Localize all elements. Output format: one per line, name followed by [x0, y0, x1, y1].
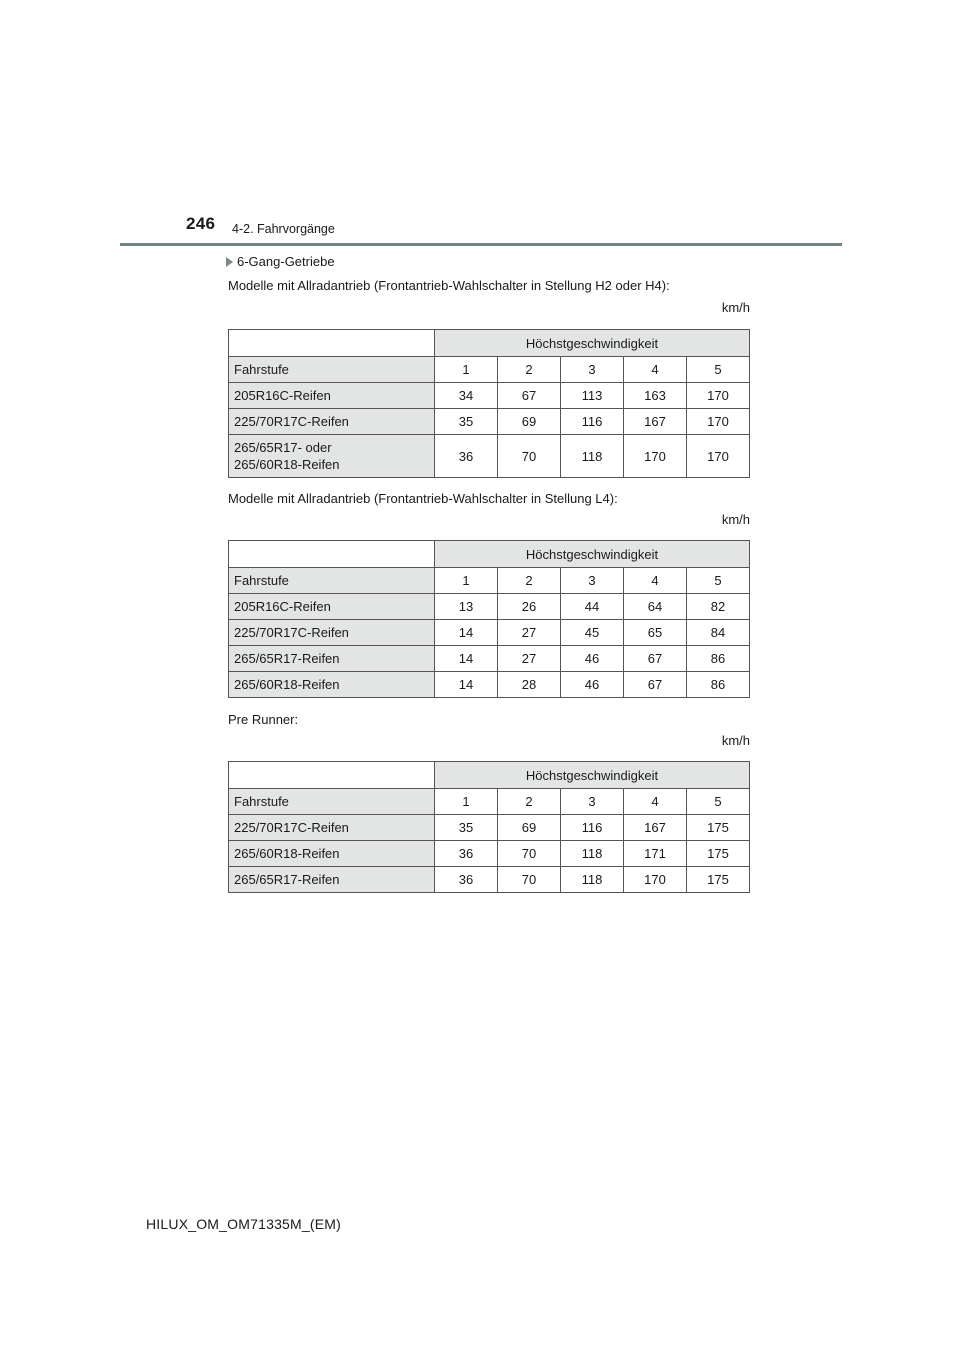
speed-cell: 35 [435, 409, 498, 435]
table-row [229, 867, 750, 893]
speed-cell: 70 [498, 435, 561, 478]
table-corner [229, 762, 435, 789]
gear-cell: 4 [624, 789, 687, 815]
speed-cell: 44 [561, 594, 624, 620]
speed-cell: 46 [561, 646, 624, 672]
tire-label: 265/65R17-Reifen [229, 646, 435, 672]
speed-cell: 27 [498, 646, 561, 672]
gear-cell: 1 [435, 789, 498, 815]
gear-cell: 2 [498, 357, 561, 383]
table-row [229, 620, 750, 646]
speed-cell: 36 [435, 867, 498, 893]
speed-cell: 82 [687, 594, 750, 620]
speed-cell: 70 [498, 841, 561, 867]
speed-cell: 34 [435, 383, 498, 409]
speed-cell: 70 [498, 867, 561, 893]
block-2-intro: Modelle mit Allradantrieb (Frontantrieb-Wahlschalter in Stellung L4): [228, 491, 618, 506]
speed-cell: 27 [498, 620, 561, 646]
gear-cell: 5 [687, 357, 750, 383]
speed-cell: 65 [624, 620, 687, 646]
speed-cell: 28 [498, 672, 561, 698]
speed-cell: 175 [687, 815, 750, 841]
speed-cell: 116 [561, 409, 624, 435]
gear-cell: 2 [498, 568, 561, 594]
tire-label: 265/60R18-Reifen [229, 841, 435, 867]
tire-label-line: 265/60R18-Reifen [234, 457, 340, 472]
subheading [226, 254, 335, 269]
speed-cell: 86 [687, 646, 750, 672]
header-rule [120, 243, 842, 246]
speed-cell: 118 [561, 867, 624, 893]
tire-label: 225/70R17C-Reifen [229, 409, 435, 435]
tire-label: 205R16C-Reifen [229, 594, 435, 620]
table-row [229, 815, 750, 841]
speed-cell: 171 [624, 841, 687, 867]
speed-cell: 116 [561, 815, 624, 841]
speed-cell: 167 [624, 815, 687, 841]
speed-cell: 36 [435, 435, 498, 478]
speed-cell: 13 [435, 594, 498, 620]
speed-cell: 67 [624, 672, 687, 698]
speed-cell: 69 [498, 409, 561, 435]
speed-cell: 170 [624, 867, 687, 893]
speed-cell: 170 [687, 383, 750, 409]
speed-cell: 170 [624, 435, 687, 478]
gear-cell: 5 [687, 789, 750, 815]
speed-cell: 84 [687, 620, 750, 646]
speed-cell: 46 [561, 672, 624, 698]
speed-cell: 14 [435, 620, 498, 646]
gear-cell: 3 [561, 789, 624, 815]
speed-cell: 113 [561, 383, 624, 409]
group-header: Höchstgeschwindigkeit [435, 541, 750, 568]
footer-doc-code: HILUX_OM_OM71335M_(EM) [146, 1216, 342, 1232]
speed-table-pre-runner [228, 761, 750, 893]
speed-cell: 167 [624, 409, 687, 435]
group-header: Höchstgeschwindigkeit [435, 762, 750, 789]
speed-cell: 67 [624, 646, 687, 672]
speed-table-h2-h4 [228, 329, 750, 478]
gear-label: Fahrstufe [229, 357, 435, 383]
gear-cell: 3 [561, 357, 624, 383]
section-title: 4-2. Fahrvorgänge [232, 222, 335, 236]
table-row [229, 646, 750, 672]
page-number: 246 [186, 214, 216, 233]
speed-cell: 163 [624, 383, 687, 409]
speed-cell: 26 [498, 594, 561, 620]
table-row [229, 841, 750, 867]
speed-cell: 14 [435, 646, 498, 672]
speed-cell: 14 [435, 672, 498, 698]
speed-cell: 36 [435, 841, 498, 867]
group-header: Höchstgeschwindigkeit [435, 330, 750, 357]
table-row [229, 435, 750, 478]
block-2-unit: km/h [721, 512, 750, 527]
speed-cell: 45 [561, 620, 624, 646]
tire-label: 265/60R18-Reifen [229, 672, 435, 698]
gear-cell: 4 [624, 568, 687, 594]
speed-cell: 35 [435, 815, 498, 841]
gear-cell: 5 [687, 568, 750, 594]
table-row [229, 672, 750, 698]
speed-cell: 175 [687, 841, 750, 867]
gear-cell: 3 [561, 568, 624, 594]
gear-label: Fahrstufe [229, 789, 435, 815]
block-3-unit: km/h [721, 733, 750, 748]
speed-cell: 86 [687, 672, 750, 698]
speed-cell: 170 [687, 435, 750, 478]
speed-cell: 175 [687, 867, 750, 893]
speed-cell: 64 [624, 594, 687, 620]
block-1-unit: km/h [721, 300, 750, 315]
tire-label: 205R16C-Reifen [229, 383, 435, 409]
triangle-bullet-icon [226, 257, 233, 267]
gear-cell: 4 [624, 357, 687, 383]
speed-table-l4 [228, 540, 750, 698]
gear-cell: 1 [435, 568, 498, 594]
tire-label-line: 265/65R17- oder [234, 440, 332, 455]
table-row [229, 409, 750, 435]
table-corner [229, 541, 435, 568]
tire-label: 225/70R17C-Reifen [229, 620, 435, 646]
table-row [229, 383, 750, 409]
block-3-intro: Pre Runner: [228, 712, 299, 727]
tire-label: 265/65R17-Reifen [229, 867, 435, 893]
tire-label: 225/70R17C-Reifen [229, 815, 435, 841]
tire-label [229, 435, 435, 478]
block-1-intro: Modelle mit Allradantrieb (Frontantrieb-Wahlschalter in Stellung H2 oder H4): [228, 278, 670, 293]
speed-cell: 69 [498, 815, 561, 841]
table-corner [229, 330, 435, 357]
speed-cell: 170 [687, 409, 750, 435]
speed-cell: 118 [561, 435, 624, 478]
table-row [229, 594, 750, 620]
gear-cell: 2 [498, 789, 561, 815]
speed-cell: 67 [498, 383, 561, 409]
gear-label: Fahrstufe [229, 568, 435, 594]
gear-cell: 1 [435, 357, 498, 383]
speed-cell: 118 [561, 841, 624, 867]
subheading-text: 6-Gang-Getriebe [237, 254, 335, 269]
